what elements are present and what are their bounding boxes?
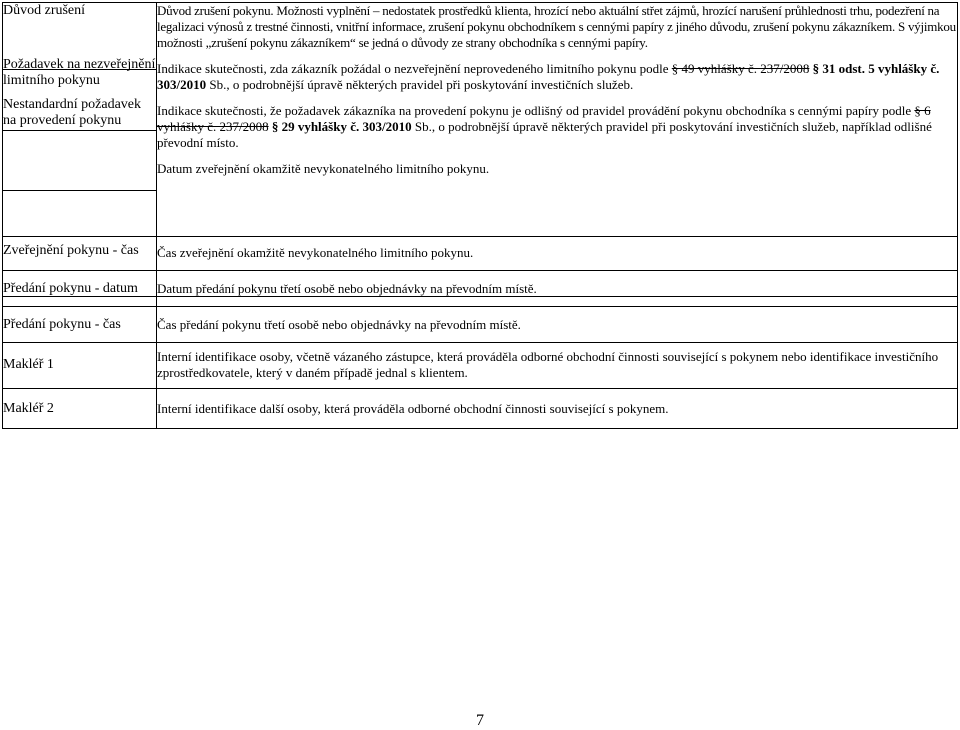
row-description: Interní identifikace osoby, včetně vázaného zástupce, která prováděla odborné obchodní činnosti související s pokynem nebo identifikace investičního zprostředkovatele, který v daném případě jednal s klientem. — [157, 343, 958, 389]
struck-reference: § 49 vyhlášky č. 237/2008 — [671, 61, 810, 76]
label-text: Požadavek na nezveřejnění limitního pokynu — [3, 57, 156, 88]
bold-reference: § 31 odst. 5 vyhlášky č. 303/2010 — [157, 61, 940, 92]
text-segment: Indikace skutečnosti, že požadavek zákazníka na provedení pokynu je odlišný od pravidel provádění pokynu obchodníka s cennými papíry podle — [157, 103, 915, 118]
row-label: Makléř 2 — [3, 389, 157, 429]
spacer — [156, 2, 958, 194]
table-row — [3, 307, 958, 343]
row-label: Makléř 1 — [3, 343, 157, 389]
row-description: Datum předání pokynu třetí osobě nebo objednávky na převodním místě. — [157, 271, 958, 307]
struck-reference: § 6 vyhlášky č. 237/2008 — [157, 103, 931, 134]
row-separator — [2, 130, 156, 131]
row-separator — [2, 236, 958, 237]
text-segment: Sb., o podrobnější úpravě některých pravidel při poskytování investičních služeb. — [206, 77, 634, 92]
row-separator — [2, 190, 156, 191]
table-row — [3, 271, 958, 307]
text-segment: Sb., o podrobnější úpravě některých pravidel při poskytování investičních služeb, například odlišné převodní místo. — [157, 119, 932, 150]
description-duvod-zruseni: Důvod zrušení pokynu. Možnosti vyplnění – nedostatek prostředků klienta, hrozící nebo aktuální střet zájmů, hrozící narušení průhlednosti trhu, podezření na legalizaci výnosů z trestné činnosti, vnitřní informace, zrušení pokynu obchodníkem s cennými papíry z jiného důvodu, zrušení pokynu zákazníkem. S výjimkou možnosti „zrušení pokynu zákazníkem“ se jedná o důvody ze strany obchodníka s cennými papíry. — [157, 3, 956, 50]
row-label: Zveřejnění pokynu - čas — [3, 237, 157, 271]
table-row — [3, 237, 958, 271]
row-description: Čas předání pokynu třetí osobě nebo objednávky na převodním místě. — [157, 307, 958, 343]
spacer — [2, 2, 156, 194]
definitions-table-rows — [2, 2, 958, 194]
definitions-table-lower — [2, 236, 958, 429]
row-label: Předání pokynu - čas — [3, 307, 157, 343]
row-separator — [2, 69, 156, 70]
row-label: Předání pokynu - datum — [3, 271, 157, 307]
table-row — [3, 389, 958, 429]
bold-reference: § 29 vyhlášky č. 303/2010 — [268, 119, 412, 134]
text-segment: Indikace skutečnosti, zda zákazník požádal o nezveřejnění neprovedeného limitního pokynu podle — [157, 61, 672, 76]
row-description: Interní identifikace další osoby, která prováděla odborné obchodní činnosti související s pokynem. — [157, 389, 958, 429]
label-text: Nestandardní požadavek na provedení pokynu — [3, 97, 141, 128]
table-row — [3, 343, 958, 389]
description-zverejneni-datum: Datum zveřejnění okamžitě nevykonatelného limitního pokynu. — [157, 161, 490, 176]
label-text: Důvod zrušení — [3, 3, 86, 18]
page-number: 7 — [476, 712, 484, 729]
row-description: Čas zveřejnění okamžitě nevykonatelného limitního pokynu. — [157, 237, 958, 271]
